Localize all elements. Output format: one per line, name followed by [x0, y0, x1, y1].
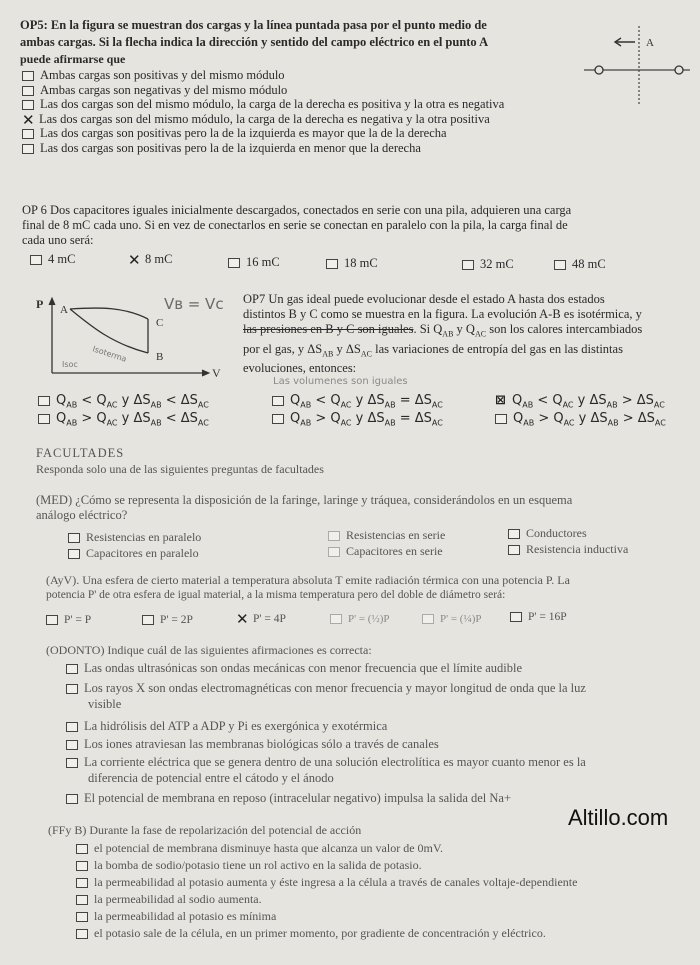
checkbox[interactable] — [38, 396, 50, 406]
checkbox[interactable] — [462, 260, 474, 270]
ayv-line1: (AyV). Una esfera de cierto material a temperatura absoluta T emite radiación térmica con una potencia P. La — [46, 573, 570, 587]
med-stem — [36, 493, 696, 523]
q5-option-4[interactable] — [22, 112, 504, 127]
checkbox[interactable] — [330, 614, 342, 624]
checkbox[interactable] — [76, 895, 88, 905]
option-text: 16 mC — [246, 255, 280, 269]
checkbox[interactable] — [142, 615, 154, 625]
checkbox[interactable] — [66, 722, 78, 732]
q7-handwritten-note: Las volumenes son iguales — [273, 376, 408, 387]
odonto-option-1[interactable] — [66, 660, 698, 676]
ffyb-option-4[interactable] — [76, 891, 696, 908]
point-b-label: B — [156, 351, 164, 363]
option-text: la permeabilidad al potasio es mínima — [94, 909, 277, 923]
q7-stem — [243, 292, 698, 388]
q7-line3: las presiones en B y C son iguales. Si $Q_{AB}$ y $Q_{AC}$ son los calores intercambiados — [243, 322, 643, 339]
option-text: Capacitores en paralelo — [86, 546, 199, 560]
med-option-1[interactable] — [68, 530, 201, 545]
point-a-label: A — [646, 37, 654, 49]
ffyb-option-6[interactable] — [76, 925, 696, 942]
ayv-option-5[interactable] — [422, 612, 482, 627]
checkbox[interactable] — [510, 612, 522, 622]
facultades-title: FACULTADES — [36, 446, 125, 460]
q6-line3: cada uno será: — [22, 233, 94, 247]
option-text: Ambas cargas son negativas y del mismo módulo — [40, 82, 288, 97]
checkbox[interactable] — [272, 414, 284, 424]
option-text: 48 mC — [572, 257, 606, 271]
checkbox[interactable] — [68, 549, 80, 559]
q6-option-1[interactable] — [30, 252, 75, 267]
q5-label: OP5: — [20, 18, 48, 32]
pressure-axis-arrow — [49, 298, 55, 305]
q6-option-4[interactable] — [326, 256, 378, 271]
med-option-3[interactable] — [508, 526, 587, 541]
option-text: 4 mC — [48, 252, 76, 266]
altillo-watermark: Altillo.com — [568, 805, 669, 830]
option-text: P' = (¼)P — [440, 613, 482, 625]
q6-line1: OP 6 Dos capacitores iguales inicialmente descargados, conectados en serie con una pila, adquieren una carga — [22, 203, 572, 217]
handwritten-vb-vc: Vʙ = Vc — [164, 295, 224, 313]
q7-line2: distintos B y C como se muestra en la figura. La evolución A-B es isotérmica, y — [243, 307, 642, 321]
curve-ac — [70, 308, 148, 319]
ffyb-option-1[interactable] — [76, 840, 696, 857]
checkbox[interactable] — [22, 86, 34, 96]
odonto-stem: (ODONTO) Indique cuál de las siguientes afirmaciones es correcta: — [46, 643, 372, 657]
checkbox[interactable] — [272, 396, 284, 406]
ffyb-stem: (FFy B) Durante la fase de repolarización del potencial de acción — [48, 823, 362, 837]
med-line1: (MED) ¿Cómo se representa la disposición de la faringe, laringe y tráquea, considerándolos en un esquema — [36, 493, 573, 507]
option-text: La corriente eléctrica que se genera dentro de una solución electrolítica es mayor cuanto menor es la — [84, 755, 586, 769]
q5-option-2[interactable] — [22, 83, 504, 98]
q7-option-3[interactable]: ⊠ $Q_{AB} < Q_{AC}$ y $\Delta S_{AB} > \Delta S_{AC}$ — [495, 392, 665, 410]
q7-line1: OP7 Un gas ideal puede evolucionar desde el estado A hasta dos estados — [243, 292, 605, 306]
checkbox[interactable] — [66, 684, 78, 694]
option-text: Conductores — [526, 526, 587, 540]
q7-option-1[interactable]: $Q_{AB} < Q_{AC}$ y $\Delta S_{AB} < \Delta S_{AC}$ — [38, 393, 209, 413]
point-c-label: C — [156, 317, 164, 329]
handwritten-isoterma: Isoterma — [91, 344, 128, 364]
option-text: 8 mC — [145, 252, 173, 266]
left-charge — [595, 66, 603, 74]
option-text: P' = P — [64, 614, 92, 626]
facultades-subtitle: Responda solo una de las siguientes preguntas de facultades — [36, 462, 324, 476]
q6-line2: final de 8 mC cada uno. Si en vez de conectarlos en serie se conectan en paralelo con la pila, la carga final de — [22, 218, 568, 232]
checkbox[interactable] — [228, 258, 240, 268]
q5-option-3[interactable] — [22, 97, 504, 112]
odonto-option-5-cont: diferencia de potencial entre el cátodo y el ánodo — [88, 771, 334, 785]
checkbox[interactable] — [76, 844, 88, 854]
checkbox[interactable] — [508, 529, 520, 539]
q7-line5: evoluciones, entonces: — [243, 361, 357, 375]
checkbox[interactable] — [76, 878, 88, 888]
point-a-label: A — [60, 304, 68, 316]
option-text: Resistencia inductiva — [526, 542, 629, 556]
option-text: el potasio sale de la célula, en un primer momento, por gradiente de concentración y eléctrico. — [94, 926, 546, 940]
x-mark-icon[interactable]: ⊠ — [495, 392, 506, 408]
ffyb-options — [76, 840, 696, 942]
checkbox[interactable] — [326, 259, 338, 269]
ayv-stem — [46, 573, 696, 603]
ffyb-option-2[interactable] — [76, 857, 696, 874]
q7-struck-text: las presiones en B y C son iguales — [243, 322, 414, 336]
checkbox[interactable] — [76, 861, 88, 871]
q6-option-5[interactable] — [462, 257, 514, 272]
q6-option-6[interactable] — [554, 257, 606, 272]
option-text: P' = 16P — [528, 611, 567, 623]
med-option-6[interactable] — [508, 542, 628, 557]
ffyb-option-5[interactable] — [76, 908, 696, 925]
checkbox[interactable] — [68, 533, 80, 543]
checkbox[interactable] — [554, 260, 566, 270]
odonto-option-2-cont: visible — [88, 697, 122, 711]
checkbox[interactable] — [22, 71, 34, 81]
med-line2: análogo eléctrico? — [36, 508, 128, 522]
option-text: Los rayos X son ondas electromagnéticas con menor frecuencia y mayor longitud de onda que la luz — [84, 681, 586, 695]
option-text: Resistencias en paralelo — [86, 530, 202, 544]
volume-axis-arrow — [202, 370, 209, 376]
handwritten-isoc: Isoc — [62, 360, 78, 369]
odonto-option-3[interactable] — [66, 718, 698, 734]
ayv-option-3[interactable] — [236, 612, 286, 627]
checkbox[interactable] — [66, 758, 78, 768]
q6-stem — [22, 203, 697, 248]
option-text: P' = 2P — [160, 614, 193, 626]
q5-option-5[interactable] — [22, 126, 504, 141]
option-text: Las dos cargas son positivas pero la de la izquierda en menor que la derecha — [40, 140, 421, 155]
med-option-4[interactable] — [68, 546, 199, 561]
p-axis-label: P — [36, 297, 44, 311]
q7-pv-diagram — [30, 285, 240, 385]
med-option-5[interactable] — [328, 544, 443, 559]
right-charge — [675, 66, 683, 74]
checkbox[interactable] — [66, 664, 78, 674]
checkbox[interactable] — [508, 545, 520, 555]
option-text: Las dos cargas son del mismo módulo, la carga de la derecha es negativa y la otra positiva — [39, 111, 490, 126]
checkbox[interactable] — [328, 547, 340, 557]
checkbox[interactable] — [76, 912, 88, 922]
q7-line4: por el gas, y $\Delta S_{AB}$ y $\Delta S_{AC}$ las variaciones de entropía del gas en las distintas — [243, 341, 623, 358]
q7-option-5[interactable]: $Q_{AB} > Q_{AC}$ y $\Delta S_{AB} = \Delta S_{AC}$ — [272, 411, 443, 431]
checkbox[interactable] — [76, 929, 88, 939]
option-text: El potencial de membrana en reposo (intracelular negativo) impulsa la salida del Na+ — [84, 791, 512, 805]
option-text: P' = (½)P — [348, 613, 390, 625]
ayv-option-2[interactable] — [142, 613, 193, 628]
ayv-option-6[interactable] — [510, 610, 567, 625]
checkbox[interactable] — [66, 794, 78, 804]
checkbox[interactable] — [22, 100, 34, 110]
q5-stem-line3: puede afirmarse que — [20, 52, 126, 66]
ayv-option-4[interactable] — [330, 612, 390, 627]
option-text: P' = 4P — [253, 613, 286, 625]
checkbox[interactable] — [22, 129, 34, 139]
option-text: la bomba de sodio/potasio tiene un rol activo en la salida de potasio. — [94, 858, 422, 872]
checkbox[interactable] — [66, 740, 78, 750]
q7-option-6[interactable]: $Q_{AB} > Q_{AC}$ y $\Delta S_{AB} > \Delta S_{AC}$ — [495, 411, 666, 431]
checkbox[interactable] — [495, 414, 507, 424]
option-text: Las ondas ultrasónicas son ondas mecánicas con menor frecuencia que el límite audible — [84, 661, 523, 675]
checkbox[interactable] — [422, 614, 434, 624]
ayv-line2: potencia P' de otra esfera de igual material, a la misma temperatura pero del doble de diámetro será: — [46, 589, 506, 601]
option-text: Las dos cargas son del mismo módulo, la carga de la derecha es positiva y la otra es negativa — [40, 97, 505, 111]
option-text: Las dos cargas son positivas pero la de la izquierda es mayor que la de la derecha — [40, 126, 447, 140]
option-text: la permeabilidad al sodio aumenta. — [94, 892, 262, 906]
checkbox[interactable] — [38, 414, 50, 424]
q5-text1: En la figura se muestran dos cargas y la línea puntada pasa por el punto medio de — [47, 18, 487, 32]
option-text: 18 mC — [344, 256, 378, 270]
q5-option-1[interactable] — [22, 68, 504, 83]
checkbox[interactable] — [30, 255, 42, 265]
q6-option-3[interactable] — [228, 255, 280, 270]
x-mark-icon[interactable]: ✕ — [128, 251, 141, 270]
odonto-option-4[interactable] — [66, 736, 698, 752]
checkbox[interactable] — [328, 531, 340, 541]
option-text: 32 mC — [480, 257, 514, 271]
q7-option-4[interactable]: $Q_{AB} > Q_{AC}$ y $\Delta S_{AB} < \Delta S_{AC}$ — [38, 411, 209, 431]
option-text: Los iones atraviesan las membranas biológicas sólo a través de canales — [84, 737, 439, 751]
option-text: La hidrólisis del ATP a ADP y Pi es exergónica y exotérmica — [84, 719, 388, 733]
option-text: Ambas cargas son positivas y del mismo módulo — [40, 68, 285, 82]
v-axis-label: V — [212, 366, 221, 380]
x-mark-icon[interactable]: ✕ — [22, 110, 35, 129]
q5-stem-line1 — [20, 18, 487, 33]
ffyb-option-3[interactable] — [76, 874, 696, 891]
isothermal-curve-ab — [70, 309, 148, 353]
odonto-options — [66, 660, 698, 806]
q6-option-2[interactable] — [128, 251, 173, 270]
q7-option-2[interactable]: $Q_{AB} < Q_{AC}$ y $\Delta S_{AB} = \Delta S_{AC}$ — [272, 393, 443, 413]
odonto-option-2[interactable] — [66, 680, 698, 696]
q5-stem-line2: ambas cargas. Si la flecha indica la dirección y sentido del campo eléctrico en el punto A — [20, 35, 489, 49]
option-text: Resistencias en serie — [346, 528, 446, 542]
x-mark-icon[interactable]: ✕ — [236, 610, 249, 629]
odonto-option-5[interactable] — [66, 754, 698, 770]
ayv-option-1[interactable] — [46, 613, 91, 628]
option-text: Capacitores en serie — [346, 544, 443, 558]
q5-charge-figure — [580, 24, 695, 104]
med-option-2[interactable] — [328, 528, 445, 543]
checkbox[interactable] — [46, 615, 58, 625]
q5-options — [22, 68, 504, 155]
checkbox[interactable] — [22, 144, 34, 154]
option-text: el potencial de membrana disminuye hasta que alcanza un valor de 0mV. — [94, 841, 443, 855]
option-text: la permeabilidad al potasio aumenta y éste ingresa a la célula a través de canales voltaje-dependiente — [94, 875, 578, 889]
q5-option-6[interactable] — [22, 141, 504, 156]
odonto-option-6[interactable] — [66, 790, 698, 806]
